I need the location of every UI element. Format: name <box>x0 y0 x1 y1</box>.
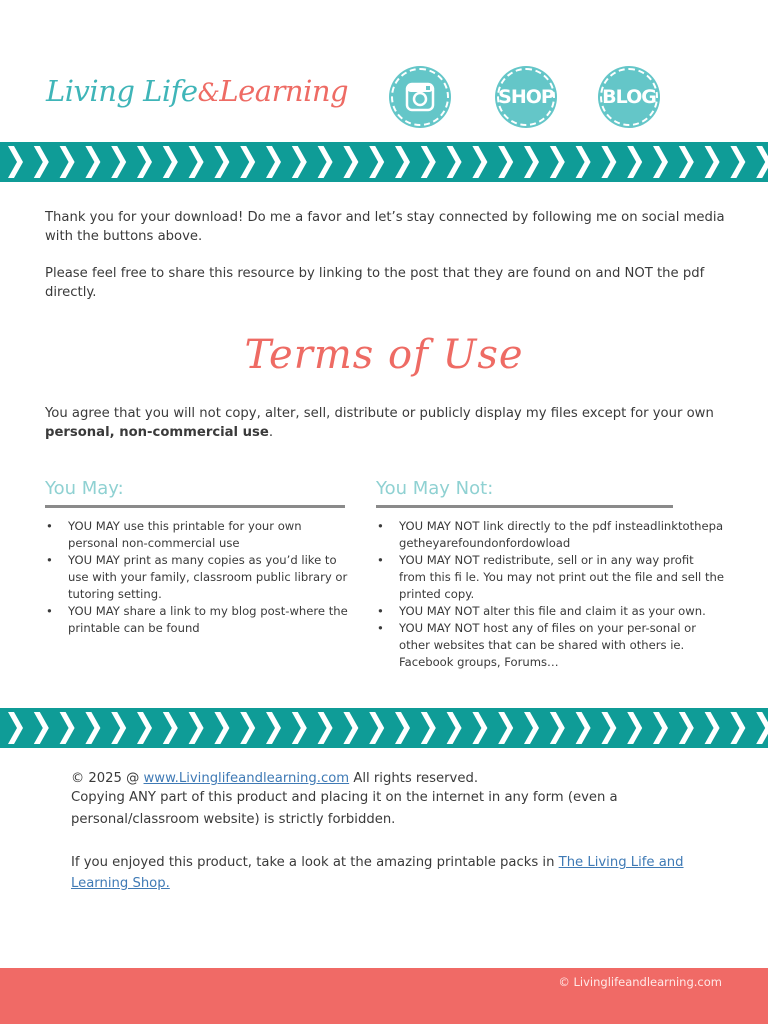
list-item: • YOU MAY NOT link directly to the pdf insteadlinktothepagetheyarefoundonfordowload <box>376 518 724 552</box>
copyright-block <box>71 768 721 831</box>
chevron-divider-bottom <box>0 708 768 748</box>
site-link[interactable]: www.Livinglifeandlearning.com <box>143 771 350 786</box>
blog-button-label: BLOG <box>602 86 656 108</box>
instagram-button[interactable] <box>391 68 449 126</box>
brand-logo <box>46 74 348 108</box>
intro-paragraph-1: Thank you for your download! Do me a favor and let’s stay connected by following me on social media with the buttons above. <box>45 210 725 244</box>
terms-agreement <box>45 404 735 442</box>
you-may-not-heading: You May Not: <box>376 478 494 499</box>
terms-agreement-end: . <box>268 425 274 440</box>
logo-ampersand: & <box>197 78 220 107</box>
shop-promo-text: If you enjoyed this product, take a look at the amazing printable packs in <box>71 855 559 870</box>
instagram-icon <box>405 82 435 112</box>
terms-agreement-text: You agree that you will not copy, alter, sell, distribute or publicly display my files except for your own <box>45 406 714 421</box>
copyright-prefix: © 2025 @ <box>71 771 144 786</box>
you-may-list <box>45 518 355 637</box>
copyright-rights: All rights reserved. <box>349 771 479 786</box>
blog-button[interactable] <box>600 68 658 126</box>
shop-button-label: SHOP <box>498 86 554 108</box>
you-may-not-list <box>376 518 724 671</box>
shop-link[interactable]: The Living Life and Learning Shop. <box>71 855 684 891</box>
logo-living-text: Living Life <box>46 74 198 108</box>
intro-paragraph-2: Please feel free to share this resource by linking to the post that they are found on and NOT the pdf directly. <box>45 266 705 300</box>
chevron-divider-top <box>0 142 768 182</box>
you-may-heading: You May: <box>45 478 124 499</box>
shop-button[interactable] <box>497 68 555 126</box>
list-item: • YOU MAY share a link to my blog post-where the printable can be found <box>45 603 355 637</box>
list-item: • YOU MAY NOT host any of files on your per-sonal or other websites that can be shared with others ie. Facebook groups, Forums… <box>376 620 724 671</box>
list-item: • YOU MAY use this printable for your own personal non-commercial use <box>45 518 355 552</box>
you-may-rule <box>45 505 345 508</box>
logo-learning-text: Learning <box>219 74 349 108</box>
footer-copyright: © Livinglifeandlearning.com <box>558 975 722 989</box>
list-item: • YOU MAY NOT redistribute, sell or in any way profit from this fi le. You may not print out the file and sell the printed copy. <box>376 552 724 603</box>
terms-title: Terms of Use <box>244 332 524 378</box>
you-may-not-rule <box>376 505 673 508</box>
shop-promo <box>71 852 721 894</box>
list-item: • YOU MAY print as many copies as you’d like to use with your family, classroom public library or tutoring setting. <box>45 552 355 603</box>
copying-warning: Copying ANY part of this product and placing it on the internet in any form (even a personal/classroom website) is strictly forbidden. <box>71 790 618 827</box>
copyright-line <box>71 768 721 789</box>
terms-agreement-bold: personal, non-commercial use <box>45 425 269 440</box>
list-item: • YOU MAY NOT alter this file and claim it as your own. <box>376 603 724 620</box>
